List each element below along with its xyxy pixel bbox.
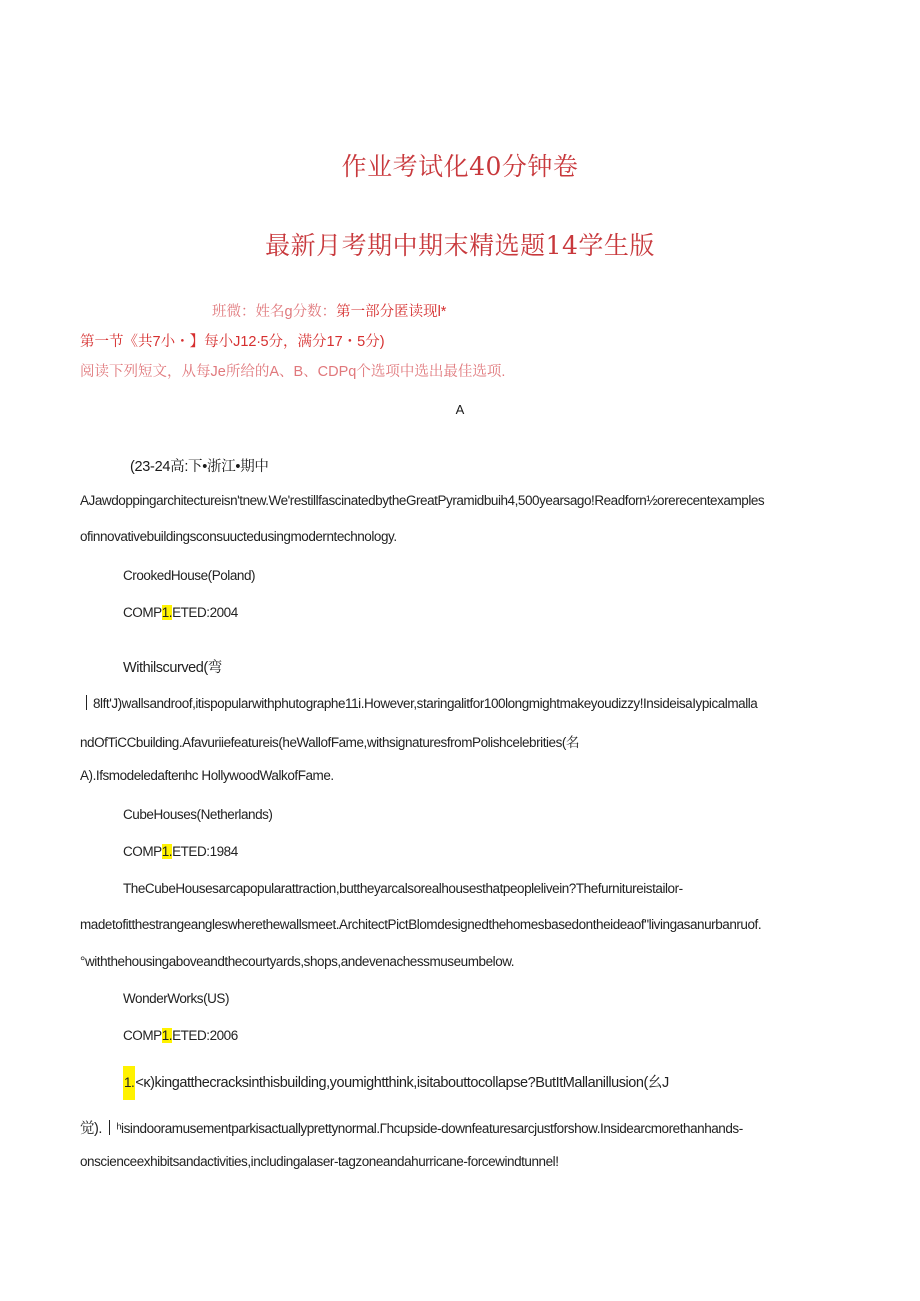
item-2-line-2: madetofitthestrangeangleswherethewallsmeet.ArchitectPictBlomdesignedthehomesbasedontheideaof"livingasanurbanruof. [80, 917, 762, 932]
item-1-completed [123, 605, 238, 620]
completed-year: ETED:2004 [172, 605, 238, 620]
item-3-line-3: onscienceexhibitsandactivities,includingalaser-tagzoneandahurricane-forcewindtunnel! [80, 1154, 559, 1169]
page-subtitle: 最新月考期中期末精选题14学生版 [265, 231, 655, 260]
completed-label: COMP [123, 1028, 162, 1043]
item-1-name: CrookedHouse(Poland) [123, 568, 256, 583]
completed-year: ETED:1984 [172, 844, 238, 859]
part-one-heading: 第一部分匿读现l* [336, 304, 447, 320]
item-2-completed [123, 844, 238, 859]
item-1-line-2-text: 8lft'J)wallsandroof,itispopularwithphutographe11i.However,staringalitfor100longmightmakeyoudizzy!InsideisaIypicalmalla [93, 696, 758, 711]
section-heading: 第一节《共7小・】每小J12∙5分，满分17・5分) [80, 334, 385, 350]
class-info-line [212, 300, 446, 321]
completed-year: ETED:2006 [172, 1028, 238, 1043]
intro-line-2: ofinnovativebuildingsconsuuctedusingmoderntechnology. [80, 529, 397, 544]
item-3-name: WonderWorks(US) [123, 991, 230, 1006]
item-1-paragraph-start: Withilscurved(弯 [123, 660, 222, 676]
completed-label: COMP [123, 844, 162, 859]
item-2-name: CubeHouses(Netherlands) [123, 807, 273, 822]
item-3-line-2 [80, 1117, 743, 1138]
item-3-line-2-text: ʰisindooramusementparkisactuallyprettynormal.Γhcupside-downfeaturesarcjustforshow.Insidearcmorethanhands- [116, 1121, 743, 1136]
instruction-text: 阅读下列短文，从每Je所给的A、B、CDPq个选项中选出最佳选项. [80, 364, 506, 380]
passage-source: (23-24高:下•浙江•期中 [130, 459, 269, 475]
highlight-mark: 1. [161, 1028, 173, 1043]
item-1-line-4: A).Ifsmodeledafterιhc HollywoodWalkofFame. [80, 768, 334, 783]
item-3-line-1-text: <κ)kingatthecracksinthisbuilding,youmightthink,isitabouttocollapse?ButItMallanillusion(幺J [135, 1075, 669, 1091]
item-3-line-2-start: 觉). [80, 1121, 103, 1137]
margin-bar [86, 695, 87, 710]
passage-label: A [455, 402, 465, 417]
margin-bar [109, 1120, 110, 1135]
completed-label: COMP [123, 605, 162, 620]
item-1-line-2 [86, 695, 757, 711]
item-2-line-3: °withthehousingaboveandthecourtyards,shops,andevenachessmuseumbelow. [80, 954, 515, 969]
item-3-line-1 [123, 1066, 669, 1100]
page-title: 作业考试化40分钟卷 [341, 152, 579, 181]
class-name-score-fields: 班微：姓名g分数： [212, 304, 337, 320]
highlight-mark: 1. [161, 844, 173, 859]
highlight-mark: 1. [161, 605, 173, 620]
item-1-line-3: ndOfTiCCbuilding.Afavuriiefeatureis(heWallofFame,withsignaturesfromPolishcelebrities(名 [80, 735, 580, 750]
intro-line-1: AJawdoppingarchitectureisn'tnew.We'restillfascinatedbytheGreatPyramidbuih4,500yearsago!Readforn½orerecentexamples [80, 493, 765, 508]
item-2-line-1: TheCubeHousesarcapopularattraction,buttheyarcalsorealhousesthatpeoplelivein?Thefurnitureistailor- [123, 881, 683, 896]
highlight-mark: 1. [123, 1066, 135, 1100]
item-3-completed [123, 1028, 238, 1043]
